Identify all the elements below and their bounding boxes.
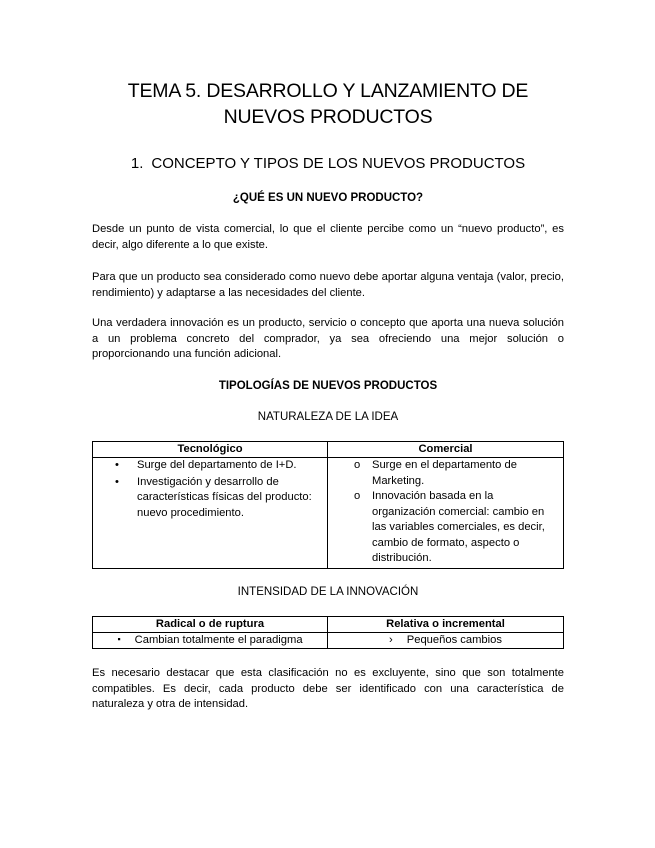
paragraph-1: Desde un punto de vista comercial, lo que el cliente percibe como un “nuevo producto”, es decir, algo diferente a lo que existe. — [92, 223, 564, 251]
chevron-right-icon: › — [389, 634, 393, 646]
intensity-col2-header: Relativa o incremental — [328, 617, 564, 633]
nature-col2-header: Comercial — [328, 442, 564, 458]
square-bullet-icon: ▪ — [117, 634, 121, 644]
circle-bullet-icon: o — [354, 490, 361, 502]
intensity-col1-cell — [93, 633, 328, 649]
intensity-col1-item — [93, 633, 327, 648]
intensity-col1-header: Radical o de ruptura — [93, 617, 328, 633]
nature-table-header-row — [93, 442, 564, 458]
intensity-table-header-row — [93, 617, 564, 633]
nature-col2-cell — [328, 458, 564, 569]
intensity-table — [92, 616, 564, 649]
intensity-col2-item — [328, 633, 563, 648]
tech-list — [93, 458, 327, 521]
section-heading — [92, 155, 564, 173]
typologies-heading: TIPOLOGÍAS DE NUEVOS PRODUCTOS — [218, 380, 438, 392]
paragraph-3: Una verdadera innovación es un producto, servicio o concepto que aporta una nueva solución a un problema concreto del comprador, ya sea ofreciendo una mejor solución o proporcionando una función adicional. — [92, 317, 564, 360]
closing-paragraph: Es necesario destacar que esta clasificación no es excluyente, sino que son totalmente compatibles. Es decir, cada producto debe ser identificado con una característica de naturaleza y otra de intensidad. — [92, 667, 564, 710]
question-heading: ¿QUÉ ES UN NUEVO PRODUCTO? — [232, 192, 424, 204]
list-item — [93, 458, 327, 474]
intensity-table-body-row — [93, 633, 564, 649]
list-item-text: Pequeños cambios — [406, 634, 502, 646]
intensity-col2-cell — [328, 633, 564, 649]
list-item-text: Cambian totalmente el paradigma — [134, 634, 303, 646]
nature-heading: NATURALEZA DE LA IDEA — [257, 411, 399, 423]
commercial-list — [328, 458, 563, 567]
nature-table-body-row — [93, 458, 564, 569]
intensity-heading: INTENSIDAD DE LA INNOVACIÓN — [237, 586, 419, 598]
section-label: CONCEPTO Y TIPOS DE LOS NUEVOS PRODUCTOS — [151, 155, 526, 172]
nature-col1-cell — [93, 458, 328, 569]
nature-col1-header: Tecnológico — [93, 442, 328, 458]
page-title: TEMA 5. DESARROLLO Y LANZAMIENTO DE NUEVOS PRODUCTOS — [127, 80, 529, 128]
list-item — [328, 458, 563, 489]
list-item-text: Surge del departamento de I+D. — [137, 459, 297, 471]
bullet-icon: • — [115, 475, 119, 488]
section-number: 1. — [130, 155, 144, 172]
list-item-text: Investigación y desarrollo de características físicas del producto: nuevo procedimiento. — [137, 475, 312, 519]
paragraph-2: Para que un producto sea considerado como nuevo debe aportar alguna ventaja (valor, precio, rendimiento) y adaptarse a las necesidades del cliente. — [92, 271, 564, 299]
bullet-icon: • — [115, 459, 119, 471]
list-item — [93, 475, 327, 522]
nature-table — [92, 441, 564, 569]
circle-bullet-icon: o — [354, 459, 361, 471]
list-item-text: Innovación basada en la organización comercial: cambio en las variables comerciales, es decir, cambio de formato, aspecto o distribución. — [372, 490, 545, 564]
list-item — [328, 489, 563, 567]
list-item-text: Surge en el departamento de Marketing. — [372, 459, 517, 487]
